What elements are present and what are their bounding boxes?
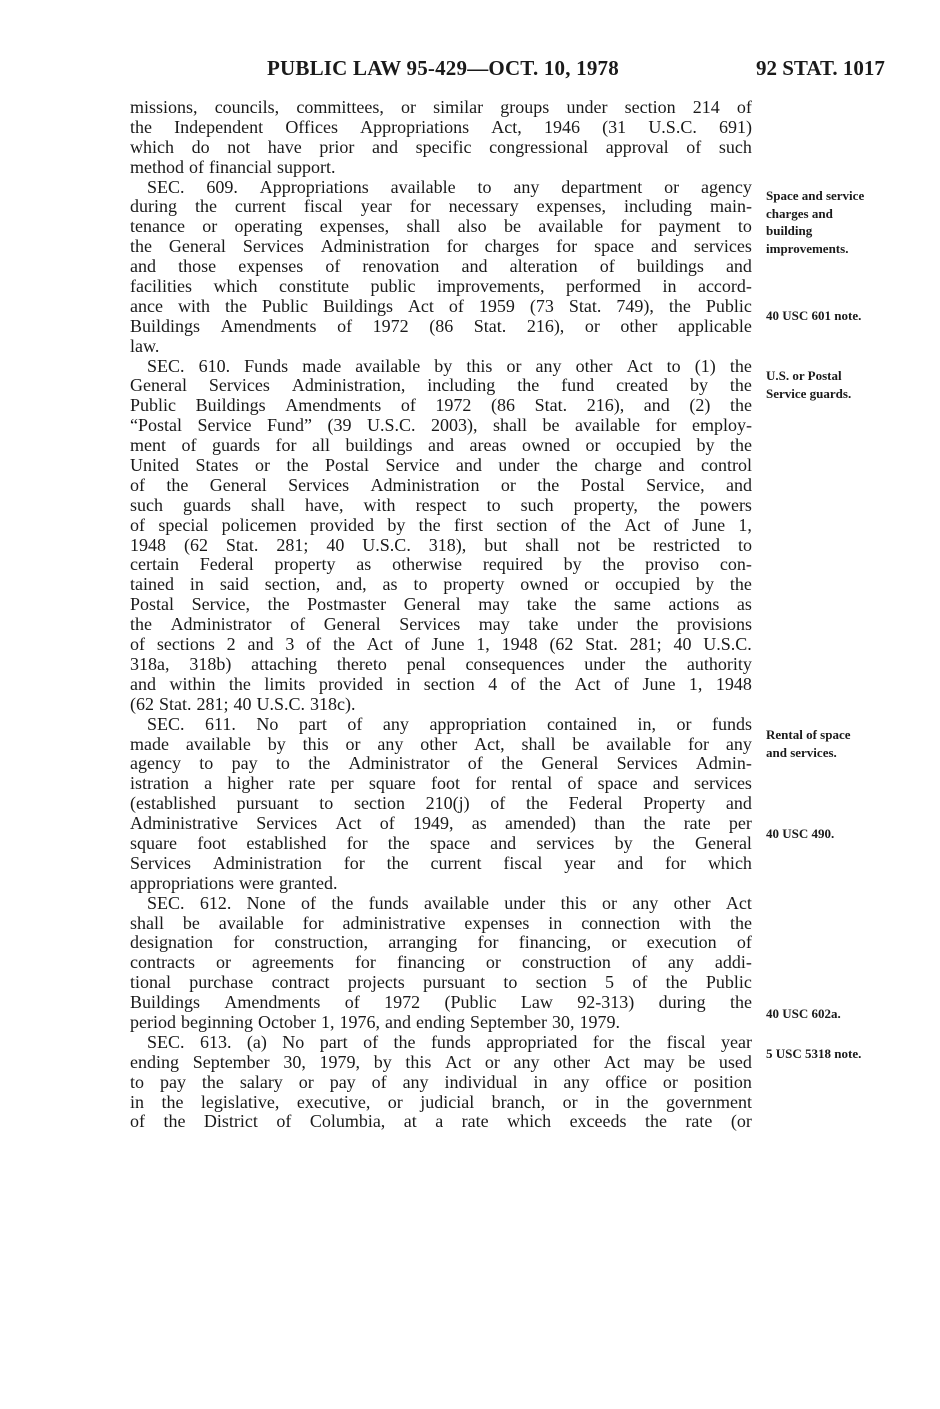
text-line: Public Buildings Amendments of 1972 (86 Stat. 216), and (2) the bbox=[130, 395, 752, 416]
margin-note-line: 40 USC 490. bbox=[766, 826, 835, 841]
text-line: SEC. 609. Appropriations available to any department or agency bbox=[147, 176, 752, 197]
text-line: the Administrator of General Services may take under the provisions bbox=[130, 614, 752, 635]
text-line: the General Services Administration for charges for space and services bbox=[130, 236, 752, 257]
text-line: of the General Services Administration or the Postal Service, and bbox=[130, 474, 752, 495]
text-line: “Postal Service Fund” (39 U.S.C. 2003), shall be available for employ- bbox=[130, 415, 752, 436]
text-line: Administrative Services Act of 1949, as amended) than the rate per bbox=[130, 813, 752, 834]
text-line: shall be available for administrative expenses in connection with the bbox=[130, 912, 752, 933]
text-line: tained in said section, and, as to property owned or occupied by the bbox=[130, 574, 752, 595]
text-line: SEC. 613. (a) No part of the funds appropriated for the fiscal year bbox=[147, 1031, 752, 1052]
text-line: made available by this or any other Act, shall be available for any bbox=[130, 733, 752, 754]
text-line: SEC. 612. None of the funds available under this or any other Act bbox=[147, 892, 752, 913]
text-line: of the District of Columbia, at a rate which exceeds the rate (or bbox=[130, 1111, 752, 1132]
text-line: facilities which constitute public improvements, performed in accord- bbox=[130, 276, 752, 297]
text-line: ance with the Public Buildings Act of 1959 (73 Stat. 749), the Public bbox=[130, 295, 752, 316]
text-line: of special policemen provided by the first section of the Act of June 1, bbox=[130, 514, 752, 535]
text-line: during the current fiscal year for necessary expenses, including main- bbox=[130, 196, 752, 217]
margin-note-space-and-service-charges bbox=[766, 187, 864, 257]
text-line: Buildings Amendments of 1972 (Public Law 92-313) during the bbox=[130, 992, 752, 1013]
text-line: (established pursuant to section 210(j) of the Federal Property and bbox=[130, 793, 752, 814]
text-line: istration a higher rate per square foot for rental of space and services bbox=[130, 773, 752, 794]
margin-note-line: building bbox=[766, 223, 813, 238]
margin-note-line: 5 USC 5318 note. bbox=[766, 1046, 862, 1061]
margin-note-40-usc-601 bbox=[766, 307, 861, 325]
text-line: certain Federal property as otherwise required by the proviso con- bbox=[130, 554, 752, 575]
text-line: SEC. 610. Funds made available by this or any other Act to (1) the bbox=[147, 355, 752, 376]
statute-page-number: 92 STAT. 1017 bbox=[756, 56, 885, 80]
text-line: tional purchase contract projects pursuant to section 5 of the Public bbox=[130, 972, 752, 993]
margin-note-40-usc-602a bbox=[766, 1005, 841, 1023]
text-line: (62 Stat. 281; 40 U.S.C. 318c). bbox=[130, 693, 356, 714]
text-line: to pay the salary or pay of any individual in any office or position bbox=[130, 1071, 752, 1092]
text-line: designation for construction, arranging for financing, or execution of bbox=[130, 932, 752, 953]
text-line: 318a, 318b) attaching thereto penal consequences under the authority bbox=[130, 653, 752, 674]
text-line: such guards shall have, with respect to such property, the powers bbox=[130, 494, 752, 515]
margin-note-line: improvements. bbox=[766, 240, 849, 256]
margin-note-line: and services. bbox=[766, 744, 837, 760]
text-line: and those expenses of renovation and alteration of buildings and bbox=[130, 256, 752, 277]
text-line: method of financial support. bbox=[130, 156, 336, 177]
margin-note-40-usc-490 bbox=[766, 825, 834, 843]
running-head-title: PUBLIC LAW 95-429—OCT. 10, 1978 bbox=[267, 56, 619, 80]
text-line: missions, councils, committees, or similar groups under section 214 of bbox=[130, 97, 752, 117]
text-line: square foot established for the space and services by the General bbox=[130, 832, 752, 853]
margin-note-line: 40 USC 601 note. bbox=[766, 308, 862, 323]
text-line: SEC. 611. No part of any appropriation contained in, or funds bbox=[147, 713, 752, 734]
margin-note-line: 40 USC 602a. bbox=[766, 1006, 841, 1021]
text-line: agency to pay to the Administrator of the General Services Admin- bbox=[130, 753, 752, 774]
text-line: the Independent Offices Appropriations Act, 1946 (31 U.S.C. 691) bbox=[130, 116, 752, 137]
text-line: of sections 2 and 3 of the Act of June 1, 1948 (62 Stat. 281; 40 U.S.C. bbox=[130, 634, 752, 655]
text-line: tenance or operating expenses, shall also be available for payment to bbox=[130, 216, 752, 237]
margin-note-line: charges and bbox=[766, 205, 833, 221]
text-line: Postal Service, the Postmaster General may take the same actions as bbox=[130, 594, 752, 615]
margin-note-5-usc-5318 bbox=[766, 1045, 861, 1063]
margin-note-line: Service guards. bbox=[766, 385, 852, 401]
text-line: Services Administration for the current fiscal year and for which bbox=[130, 852, 752, 873]
text-line: contracts or agreements for financing or construction of any addi- bbox=[130, 952, 752, 973]
margin-note-line: Rental of space bbox=[766, 727, 851, 742]
text-line: General Services Administration, including the fund created by the bbox=[130, 375, 752, 396]
text-line: ending September 30, 1979, by this Act or any other Act may be used bbox=[130, 1051, 752, 1072]
text-line: 1948 (62 Stat. 281; 40 U.S.C. 318), but shall not be restricted to bbox=[130, 534, 752, 555]
text-line: and within the limits provided in section 4 of the Act of June 1, 1948 bbox=[130, 673, 752, 694]
text-line: ment of guards for all buildings and areas owned or occupied by the bbox=[130, 435, 752, 456]
margin-note-line: Space and service bbox=[766, 188, 865, 203]
text-line: United States or the Postal Service and under the charge and control bbox=[130, 455, 752, 476]
text-line: law. bbox=[130, 335, 160, 356]
margin-note-rental-of-space bbox=[766, 726, 851, 761]
statute-body-text bbox=[130, 98, 752, 1132]
text-line: in the legislative, executive, or judicial branch, or in the government bbox=[130, 1091, 752, 1112]
text-line: period beginning October 1, 1976, and ending September 30, 1979. bbox=[130, 1011, 620, 1032]
text-line: which do not have prior and specific congressional approval of such bbox=[130, 136, 752, 157]
margin-note-line: U.S. or Postal bbox=[766, 368, 842, 383]
text-line: Buildings Amendments of 1972 (86 Stat. 216), or other applicable bbox=[130, 315, 752, 336]
margin-note-postal-service-guards bbox=[766, 367, 851, 402]
text-line: appropriations were granted. bbox=[130, 872, 338, 893]
